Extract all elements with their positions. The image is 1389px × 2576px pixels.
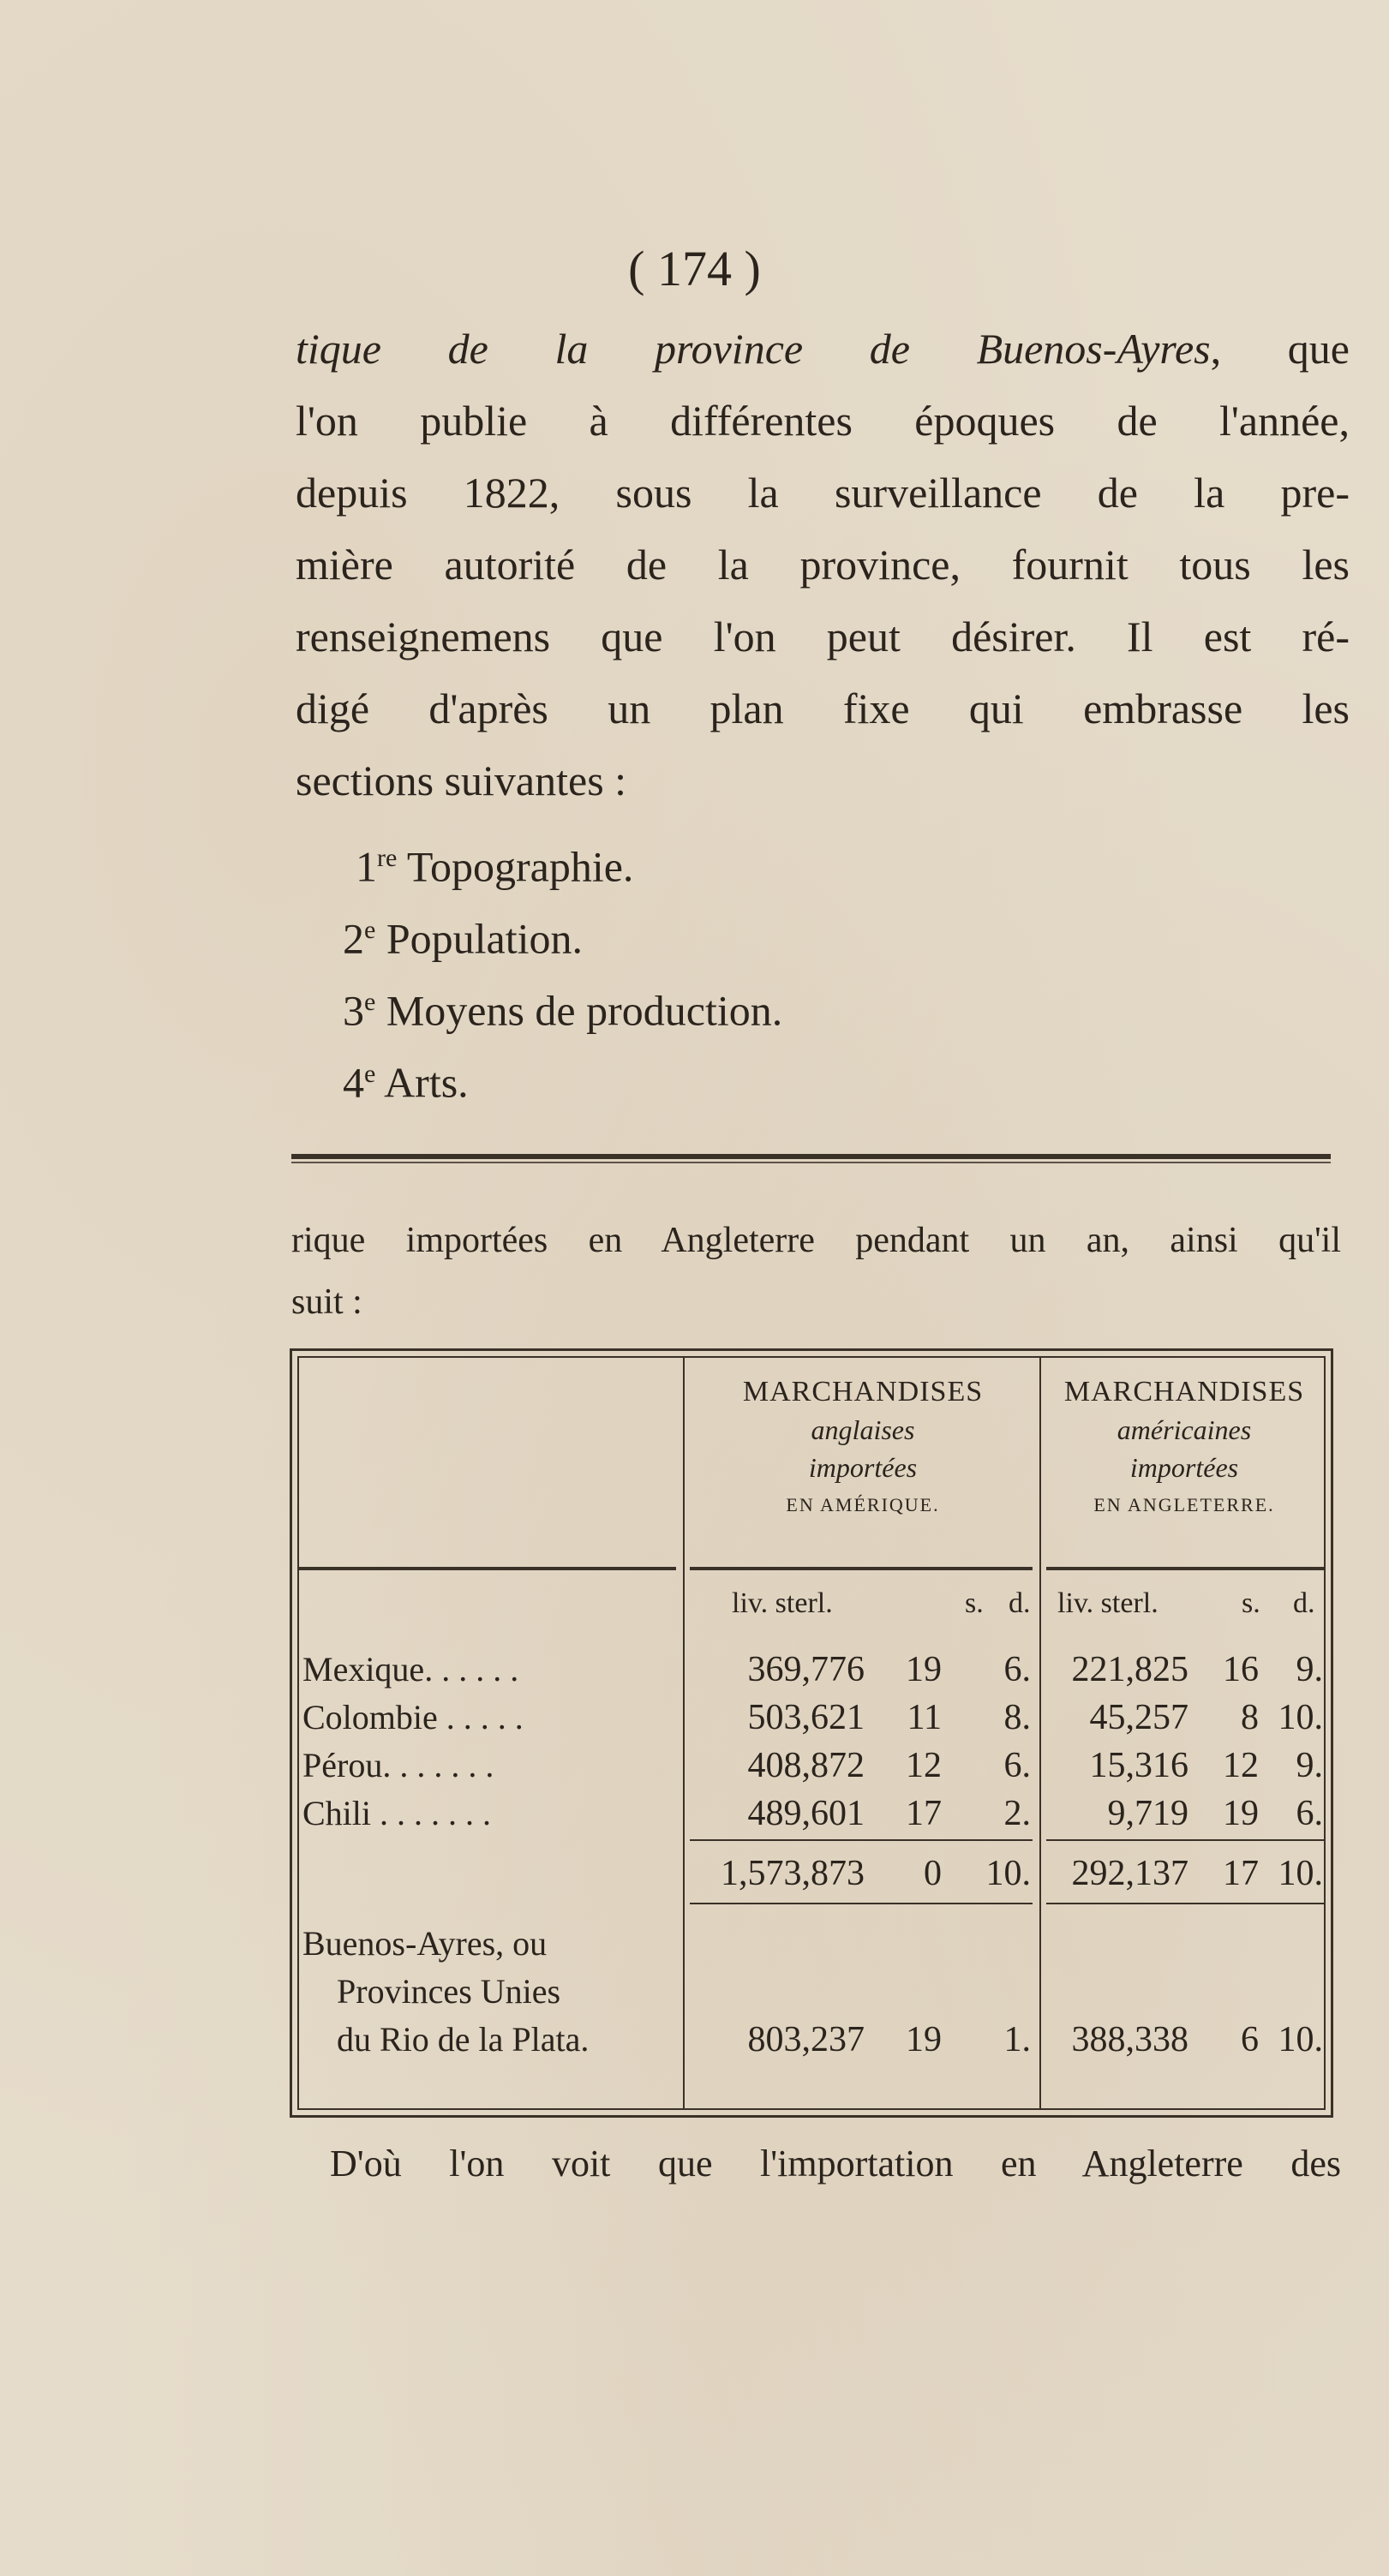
header-rule — [1046, 1567, 1326, 1570]
total-d-cell: 10. — [985, 1854, 1031, 1893]
unit-liv: liv. sterl. — [1057, 1587, 1158, 1619]
d-cell: 9. — [1296, 1650, 1323, 1689]
country-cell: Mexique. . . . . . — [302, 1650, 519, 1688]
sum-rule — [690, 1839, 1033, 1841]
s-cell: 16 — [1223, 1650, 1259, 1689]
liv-cell: 489,601 — [747, 1794, 865, 1833]
sum-rule — [1046, 1839, 1326, 1841]
liv-cell: 15,316 — [1089, 1746, 1188, 1785]
d-cell: 1. — [1003, 2020, 1031, 2059]
liv-cell: 408,872 — [747, 1746, 865, 1785]
d-cell: 9. — [1296, 1746, 1323, 1785]
paragraph-line-3: depuis 1822, sous la surveillance de la pre- — [296, 469, 1350, 517]
column-divider — [1039, 1358, 1041, 2108]
s-cell: 19 — [1223, 1794, 1259, 1833]
paragraph-line-4: mière autorité de la province, fournit tous les — [296, 541, 1350, 589]
s-cell: 11 — [907, 1698, 942, 1737]
paragraph-line-6: digé d'après un plan fixe qui embrasse les — [296, 684, 1350, 732]
liv-cell: 503,621 — [747, 1698, 865, 1737]
unit-s: s. — [1242, 1587, 1260, 1619]
liv-cell: 803,237 — [747, 2020, 865, 2059]
d-cell: 10. — [1278, 2020, 1323, 2059]
section-item: 4e Arts. — [343, 1058, 469, 1107]
header-rule — [299, 1567, 676, 1570]
paragraph-line-1: tique de la province de Buenos-Ayres, que — [296, 325, 1350, 373]
section-item: 1re Topographie. — [356, 842, 634, 891]
liv-cell: 221,825 — [1071, 1650, 1188, 1689]
column-header-americaines: MARCHANDISES américaines importées EN ANGLETERRE. — [1063, 1376, 1305, 1515]
section-item: 3e Moyens de production. — [343, 986, 783, 1035]
s-cell: 17 — [906, 1794, 942, 1833]
country-cell: Buenos-Ayres, ou — [302, 1924, 548, 1963]
paragraph-line-2: l'on publie à différentes époques de l'année, — [296, 397, 1350, 445]
intro-line-2: suit : — [291, 1282, 362, 1322]
unit-liv: liv. sterl. — [732, 1587, 833, 1619]
table-inner-frame — [297, 1356, 1326, 2110]
d-cell: 10. — [1278, 1698, 1323, 1737]
country-cell: Chili . . . . . . . — [302, 1794, 492, 1832]
import-table — [290, 1348, 1333, 2118]
s-cell: 8 — [1241, 1698, 1259, 1737]
total-rule — [1046, 1903, 1326, 1904]
header-rule — [690, 1567, 1033, 1570]
country-cell: Pérou. . . . . . . — [302, 1746, 494, 1784]
footer-text: D'où l'on voit que l'importation en Angleterre des — [330, 2143, 1341, 2185]
column-divider — [683, 1358, 685, 2108]
s-cell: 12 — [906, 1746, 942, 1785]
s-cell: 6 — [1241, 2020, 1259, 2059]
d-cell: 6. — [1296, 1794, 1323, 1833]
unit-d: d. — [1293, 1587, 1315, 1619]
d-cell: 2. — [1003, 1794, 1031, 1833]
liv-cell: 45,257 — [1089, 1698, 1188, 1737]
column-header-anglaises: MARCHANDISES anglaises importées EN AMÉRIQUE. — [742, 1376, 984, 1515]
d-cell: 6. — [1003, 1650, 1031, 1689]
liv-cell: 388,338 — [1071, 2020, 1188, 2059]
country-cell: Colombie . . . . . — [302, 1698, 524, 1736]
sections-list — [343, 822, 782, 1110]
paragraph-line-5: renseignemens que l'on peut désirer. Il est ré- — [296, 613, 1350, 660]
total-liv-cell: 1,573,873 — [721, 1854, 865, 1893]
unit-s: s. — [965, 1587, 984, 1619]
total-d-cell: 10. — [1278, 1854, 1323, 1893]
total-liv-cell: 292,137 — [1071, 1854, 1188, 1893]
total-rule — [690, 1903, 1033, 1904]
d-cell: 8. — [1003, 1698, 1031, 1737]
country-cell: Provinces Unies — [337, 1972, 561, 2011]
s-cell: 12 — [1223, 1746, 1259, 1785]
liv-cell: 9,719 — [1107, 1794, 1188, 1833]
section-divider — [291, 1154, 1331, 1159]
d-cell: 6. — [1003, 1746, 1031, 1785]
page-number: ( 174 ) — [628, 241, 761, 296]
body-paragraph — [296, 313, 1350, 816]
s-cell: 19 — [906, 1650, 942, 1689]
paragraph-line-7: sections suivantes : — [296, 756, 627, 804]
country-cell: du Rio de la Plata. — [337, 2020, 590, 2059]
liv-cell: 369,776 — [747, 1650, 865, 1689]
s-cell: 19 — [906, 2020, 942, 2059]
total-s-cell: 0 — [924, 1854, 942, 1893]
total-s-cell: 17 — [1223, 1854, 1259, 1893]
section-divider-thin — [291, 1162, 1331, 1163]
table-intro — [291, 1210, 1341, 1333]
intro-line-1: rique importées en Angleterre pendant un an, ainsi qu'il — [291, 1221, 1341, 1260]
unit-d: d. — [1009, 1587, 1031, 1619]
section-item: 2e Population. — [343, 914, 584, 963]
